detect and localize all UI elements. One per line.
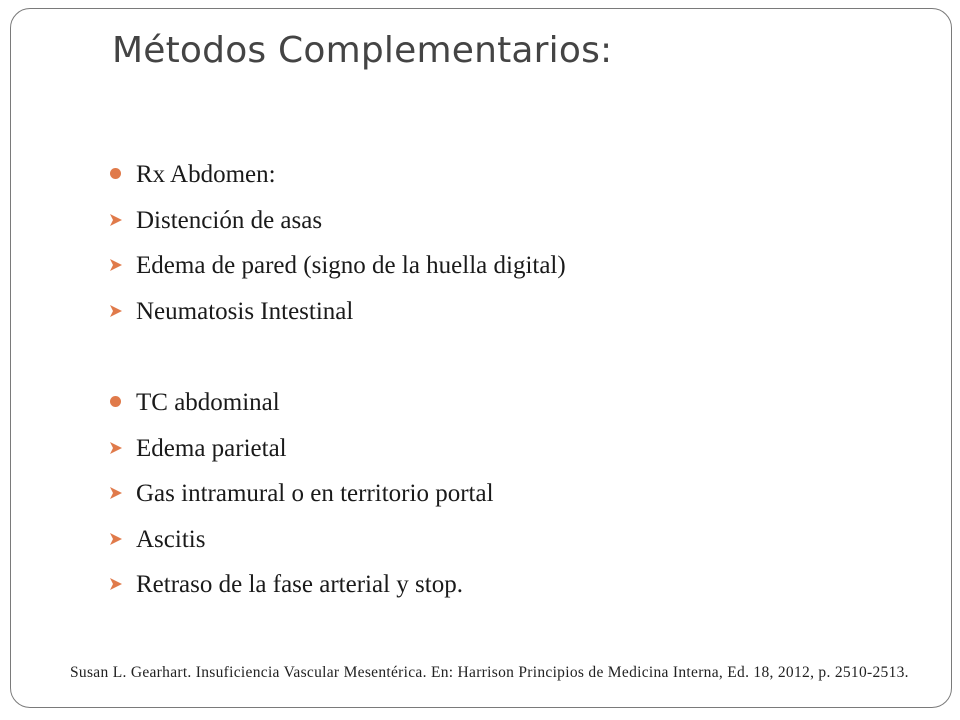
list-item-text: Ascitis [136,525,206,553]
list-item [108,152,888,198]
list-item [108,426,888,472]
list-item-text: Gas intramural o en territorio portal [136,480,494,507]
list-item [108,243,888,289]
list-item [108,517,888,563]
arrow-bullet-icon [108,440,124,456]
arrow-bullet-icon [108,531,124,547]
slide-title: Métodos Complementarios: [112,30,613,71]
list-item-text: Rx Abdomen: [136,161,276,188]
arrow-bullet-icon [108,303,124,319]
bullet-dot-icon [110,396,121,407]
list-item [108,289,888,335]
list-item-text: Neumatosis Intestinal [136,297,354,325]
list-item [108,198,888,244]
list-item-text: Distención de asas [136,206,323,234]
list-item-text: TC abdominal [136,389,280,416]
content-list [108,152,888,608]
list-item-text: Edema parietal [136,434,287,462]
arrow-bullet-icon [108,212,124,228]
arrow-bullet-icon [108,257,124,273]
list-item [108,471,888,517]
list-item [108,562,888,608]
list-item-text: Edema de pared (signo de la huella digital) [136,252,566,279]
list-item [108,380,888,426]
arrow-bullet-icon [108,485,124,501]
bullet-dot-icon [110,168,121,179]
reference-citation: Susan L. Gearhart. Insuficiencia Vascular Mesentérica. En: Harrison Principios de Medicina Interna, Ed. 18, 2012, p. 2510-2513. [70,664,909,681]
list-spacer [108,334,888,380]
list-item-text: Retraso de la fase arterial y stop. [136,571,463,598]
arrow-bullet-icon [108,576,124,592]
